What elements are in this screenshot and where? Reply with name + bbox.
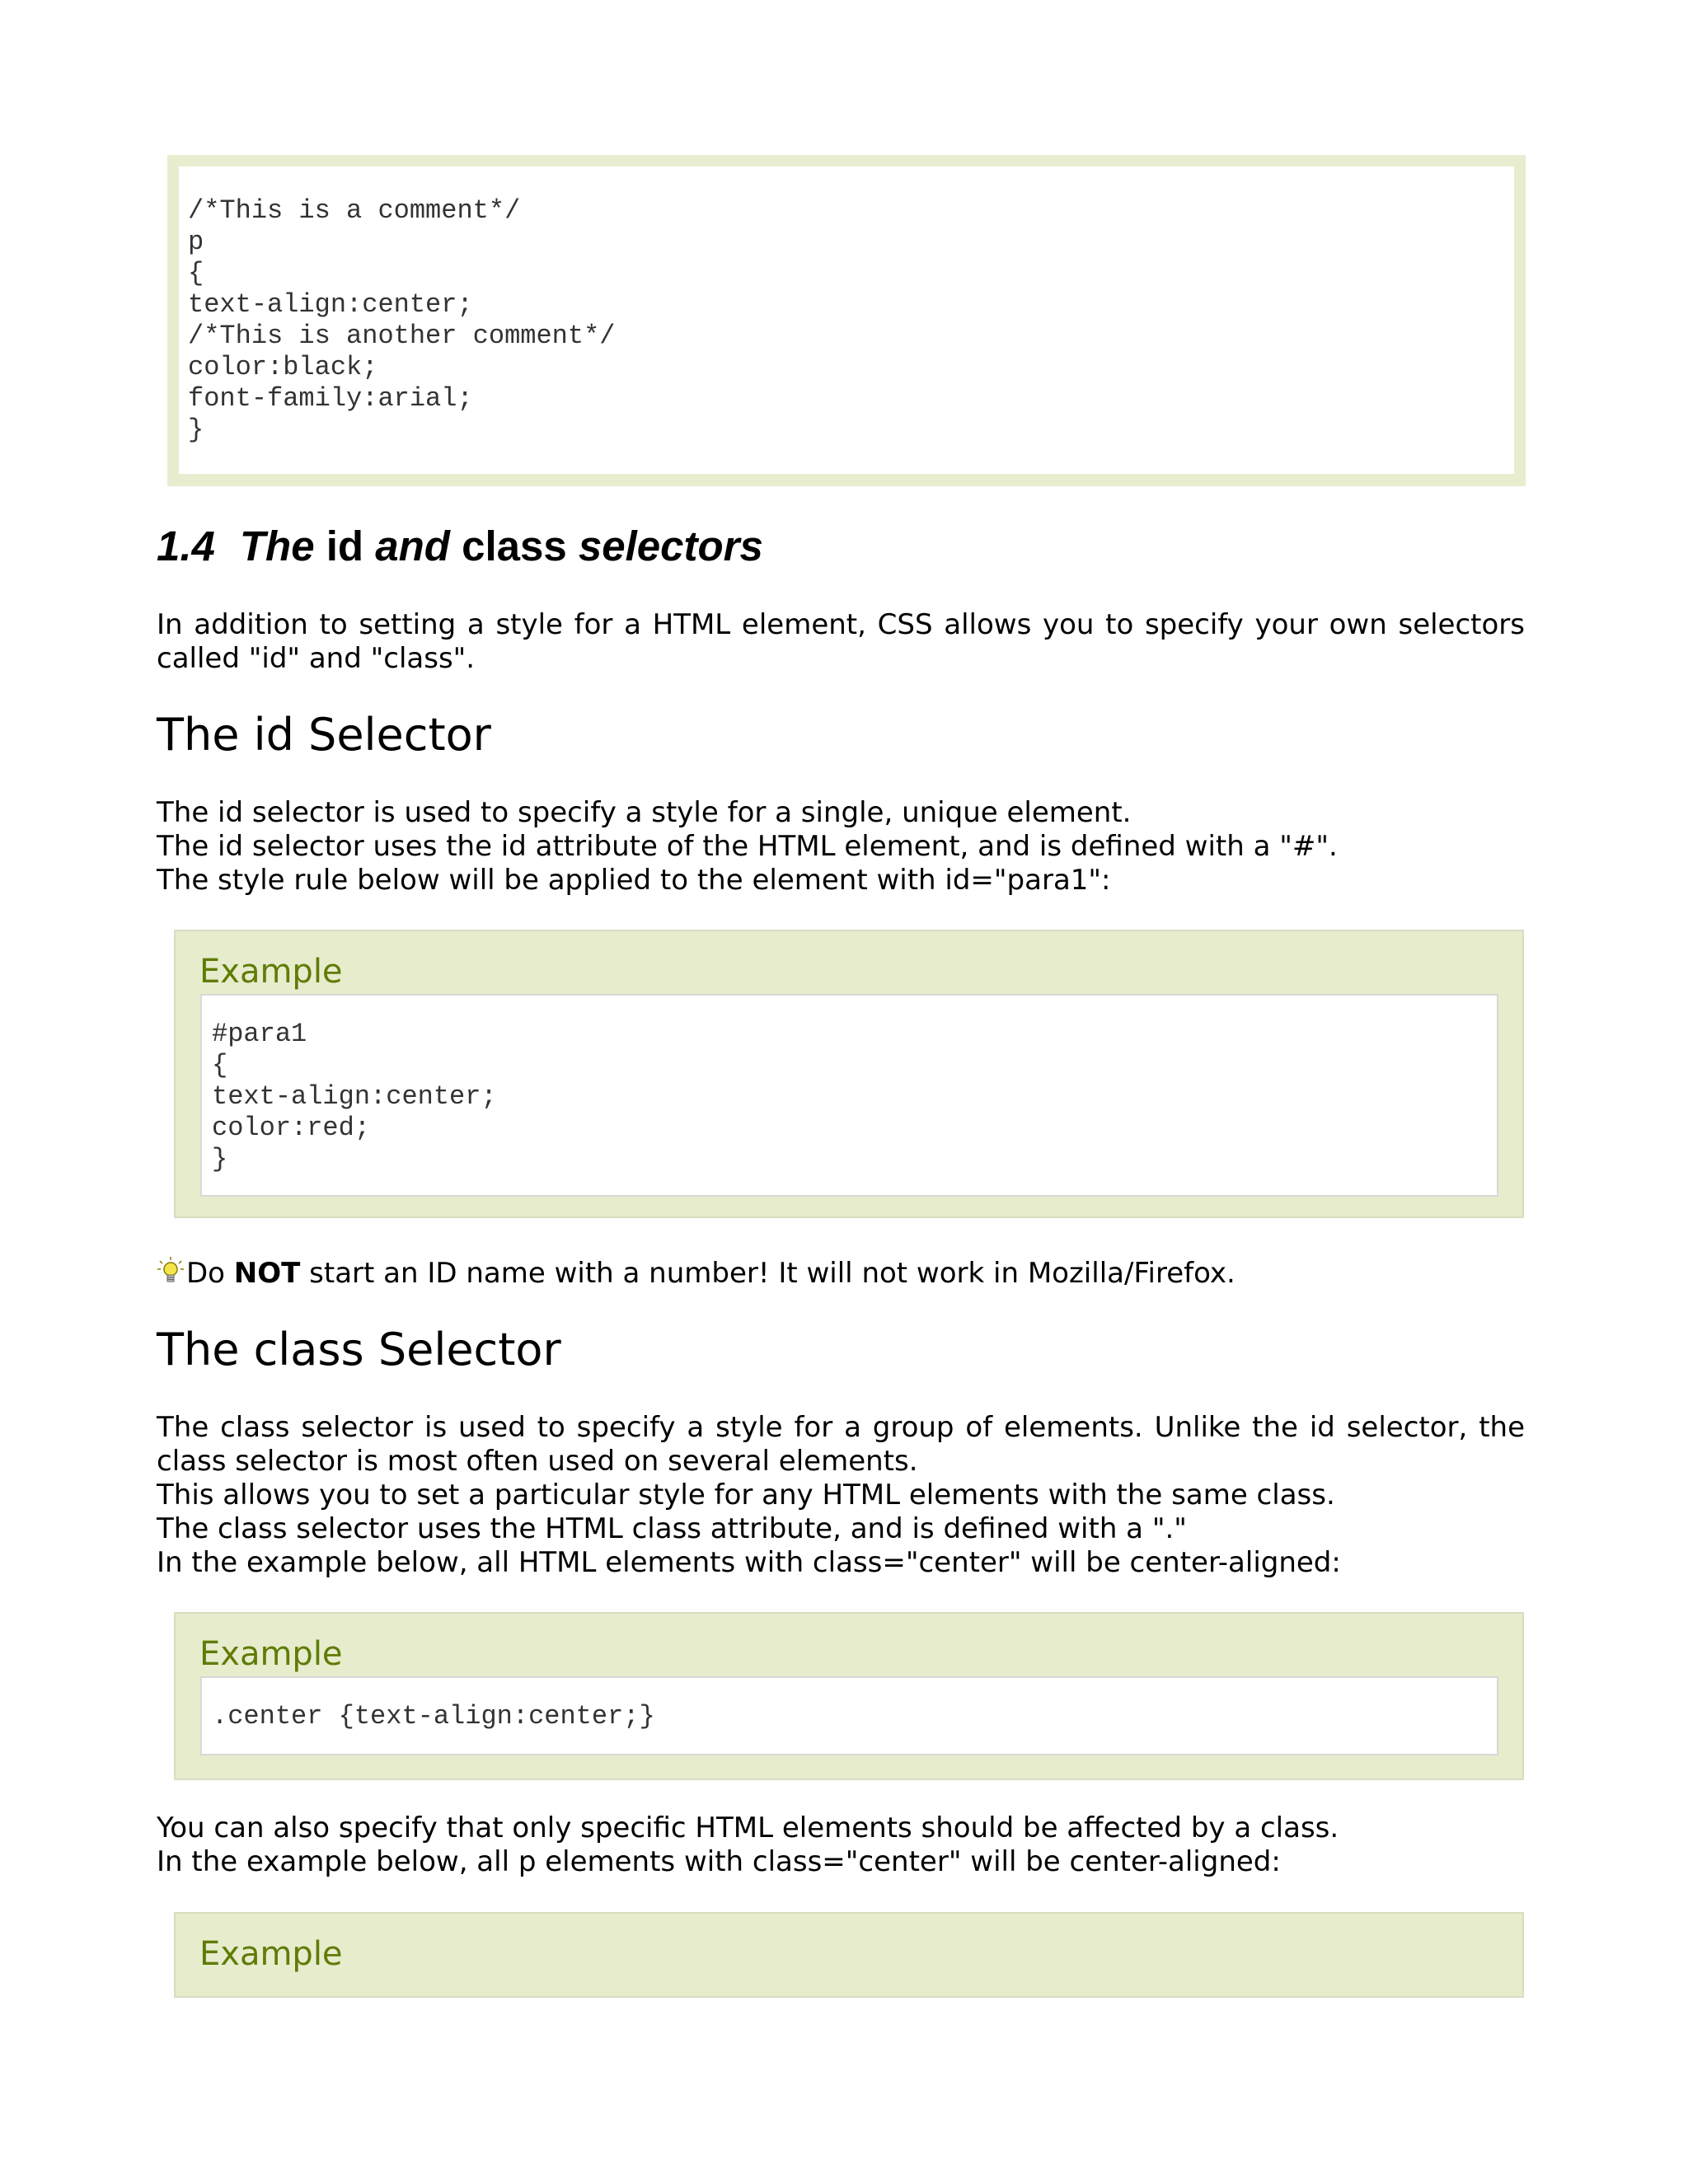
text-line: The class selector is used to specify a style for a group of elements. Unlike the id selector, the class selector is most often used on several elements.: [157, 1411, 1525, 1478]
heading-part: selectors: [566, 523, 763, 569]
class-selector-paragraph: [157, 1411, 1525, 1580]
id-selector-heading: The id Selector: [157, 709, 491, 761]
heading-part: id: [326, 523, 364, 569]
text-line: You can also specify that only specific HTML elements should be affected by a class.: [157, 1811, 1339, 1844]
example-label: Example: [199, 953, 343, 991]
class-selector-heading: The class Selector: [157, 1324, 561, 1376]
text-line: In the example below, all HTML elements with class="center" will be center-aligned:: [157, 1546, 1341, 1579]
specific-elements-paragraph: [157, 1811, 1339, 1879]
tip-note: [157, 1256, 1236, 1294]
tip-text: start an ID name with a number! It will not work in Mozilla/Firefox.: [300, 1257, 1236, 1290]
section-heading: [157, 521, 763, 572]
text-line: In the example below, all p elements with class="center" will be center-aligned:: [157, 1845, 1281, 1878]
id-selector-paragraph: [157, 796, 1338, 898]
example-code: .center {text-align:center;}: [212, 1701, 655, 1732]
tip-text: Do: [186, 1257, 234, 1290]
text-line: This allows you to set a particular style for any HTML elements with the same class.: [157, 1479, 1335, 1511]
example-code: #para1 { text-align:center; color:red; }: [212, 1019, 497, 1174]
text-line: The id selector uses the id attribute of the HTML element, and is defined with a "#".: [157, 830, 1338, 863]
example-label: Example: [199, 1935, 343, 1973]
code-block-comments: /*This is a comment*/ p { text-align:center; /*This is another comment*/ color:black; font-family:arial; }: [188, 195, 616, 445]
lightbulb-icon: [157, 1256, 185, 1294]
heading-part: class: [462, 523, 567, 569]
example-box: [174, 1912, 1524, 1998]
heading-part: The: [239, 523, 326, 569]
intro-paragraph: In addition to setting a style for a HTML element, CSS allows you to specify your own selectors called "id" and "class".: [157, 608, 1525, 675]
tip-bold: NOT: [233, 1257, 301, 1290]
text-line: The class selector uses the HTML class attribute, and is defined with a ".": [157, 1512, 1187, 1545]
example-label: Example: [199, 1635, 343, 1673]
text-line: The id selector is used to specify a style for a single, unique element.: [157, 796, 1132, 829]
section-number: 1.4: [157, 523, 215, 569]
heading-part: and: [363, 523, 462, 569]
text-line: The style rule below will be applied to the element with id="para1":: [157, 864, 1111, 897]
